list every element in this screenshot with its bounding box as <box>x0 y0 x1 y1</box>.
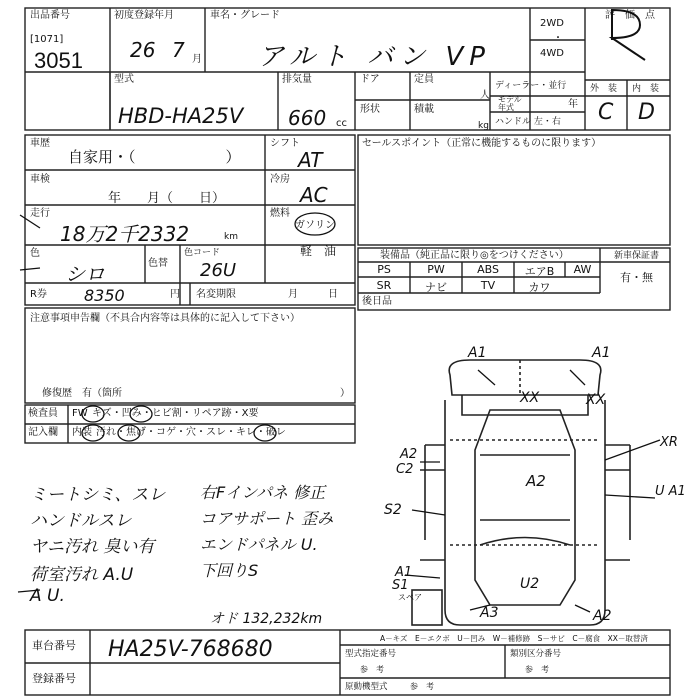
history-label: 車歴 <box>30 138 50 149</box>
drive-4wd: 4WD <box>540 48 564 59</box>
color-label: 色 <box>30 248 40 259</box>
inspection-label: 車検 <box>30 174 50 185</box>
shift-value: AT <box>298 148 323 172</box>
equip-leather: カワ <box>528 281 551 294</box>
damage-legend: A－キズ E－エクボ U－凹み W－補修跡 S－サビ C－腐食 XX－取替済 <box>380 634 648 643</box>
chassis-value: HA25V-768680 <box>108 637 273 662</box>
load-unit: kg <box>478 121 489 131</box>
ac-value: AC <box>300 183 328 207</box>
mark-s2-left: S2 <box>384 502 402 518</box>
score-label: 評 価 点 <box>605 10 655 21</box>
inspector-label2: 記入欄 <box>28 427 58 438</box>
cc-value: 660 <box>288 106 327 130</box>
exterior-label: 外 装 <box>590 84 618 94</box>
mark-a1-rear-left: A1 <box>395 565 413 580</box>
first-reg-month-unit: 月 <box>192 54 202 65</box>
inspection-value: 年 月（ 日） <box>108 191 226 206</box>
equip-aw: AW <box>573 263 592 276</box>
renewal-label: 名変期限 <box>196 289 236 300</box>
comment-right-1: 右Fインパネ 修正 <box>200 483 326 502</box>
mark-xr-right: XR <box>660 435 678 450</box>
equip-airbag: エアB <box>524 265 555 278</box>
mark-fender-xx: XX <box>586 392 606 408</box>
equip-abs: ABS <box>477 263 499 276</box>
model-year-label: モデル 年式 <box>498 95 522 112</box>
r-ticket-value: 8350 <box>84 286 125 305</box>
equip-ps: PS <box>377 263 391 276</box>
shape-label: 形状 <box>360 104 380 115</box>
fuel-light: 軽 油 <box>300 244 337 258</box>
renewal-value: 月 日 <box>288 289 338 300</box>
mark-roof-a2: A2 <box>526 472 546 490</box>
model-year-unit: 年 <box>568 99 578 110</box>
cc-label: 排気量 <box>282 74 312 85</box>
equipment-title: 装備品（純正品に限り◎をつけください） <box>380 250 569 261</box>
capacity-unit: 人 <box>480 90 490 101</box>
color-change-label: 色替 <box>148 258 168 269</box>
drive-dot: ・ <box>553 33 563 44</box>
repair-label: 修復歴 有（箇所 <box>42 388 122 399</box>
mark-a2-rear-right: A2 <box>593 608 612 624</box>
comment-left-4: 荷室汚れ A.U <box>30 565 134 585</box>
mark-front-right: A1 <box>592 345 611 361</box>
mileage-value: 18万2千2332 <box>60 222 190 246</box>
fuel-gas: ガソリン <box>295 220 335 231</box>
mileage-note: オド 132,232km <box>210 611 323 627</box>
mark-hood-xx: XX <box>520 390 540 406</box>
comment-left-5: A U. <box>30 586 65 606</box>
comment-left-2: ハンドルスレ <box>30 511 132 531</box>
lot-label: 出品番号 <box>30 10 70 21</box>
handle-label: ハンドル 左・右 <box>495 117 561 127</box>
capacity-label: 定員 <box>414 74 434 85</box>
inspector-interior-items: 汚れ・焦げ・コゲ・穴・スレ・キレ・破レ <box>96 427 286 438</box>
spare-label: スペア <box>398 593 422 602</box>
mark-a3-rear: A3 <box>480 605 499 621</box>
lot-number: 3051 <box>34 48 83 73</box>
comment-left-3: ヤニ汚れ 臭い有 <box>30 537 155 557</box>
exterior-grade: C <box>598 100 614 125</box>
r-ticket-label: R券 <box>30 289 47 300</box>
sales-point-label: セールスポイント（正常に機能するものに限ります） <box>362 138 602 149</box>
comment-right-3: エンドパネル U. <box>200 535 318 554</box>
shift-label: シフト <box>270 138 300 149</box>
mileage-label: 走行 <box>30 208 50 219</box>
fw-label: FW <box>72 408 88 419</box>
interior-label: 内 装 <box>632 84 660 94</box>
inspector-label1: 検査員 <box>28 408 58 419</box>
lot-sub: [1071] <box>30 34 64 45</box>
first-reg-label: 初度登録年月 <box>114 10 174 21</box>
mark-front-left: A1 <box>468 345 487 361</box>
warranty-value: 有・無 <box>620 271 653 284</box>
notes-label: 注意事項申告欄（不具合内容等は具体的に記入して下さい） <box>30 313 300 324</box>
reg-label: 登録番号 <box>32 672 76 685</box>
mark-c2-left: C2 <box>396 462 414 477</box>
repair-close: ） <box>340 388 350 399</box>
mark-u2-rear: U2 <box>520 576 540 592</box>
model-value: HBD-HA25V <box>118 104 244 128</box>
color-value: シロ <box>65 262 105 286</box>
first-reg-year: 26 <box>130 38 156 62</box>
car-name: アルト バン VP <box>258 42 491 72</box>
mileage-unit: km <box>224 232 238 242</box>
door-label: ドア <box>360 74 380 85</box>
eng-cert-label: 原動機型式 <box>345 682 388 692</box>
warranty-label: 新車保証書 <box>614 251 660 261</box>
type-cert-label: 型式指定番号 <box>345 649 397 659</box>
color-code-label: 色コード <box>184 248 221 258</box>
cc-unit: cc <box>336 118 347 129</box>
comment-right-4: 下回りS <box>200 561 259 580</box>
model-label: 型式 <box>114 74 134 85</box>
comment-left-1: ミートシミ、スレ <box>30 485 166 505</box>
fuel-label: 燃料 <box>270 208 290 219</box>
chassis-label: 車台番号 <box>32 639 76 652</box>
ac-label: 冷房 <box>270 174 290 185</box>
load-label: 積載 <box>414 104 434 115</box>
class-label: 類別区分番号 <box>510 649 562 659</box>
equip-pw: PW <box>427 263 445 276</box>
equip-tv: TV <box>480 279 496 292</box>
equip-sr: SR <box>376 279 392 292</box>
mark-a2-left: A2 <box>400 447 418 462</box>
drive-2wd: 2WD <box>540 18 564 29</box>
equip-navi: ナビ <box>425 281 447 294</box>
r-ticket-unit: 円 <box>170 289 180 300</box>
type-cert-sub: 参 考 <box>360 665 384 674</box>
class-sub: 参 考 <box>525 665 549 674</box>
inspector-interior-label: 内装 <box>72 427 92 438</box>
interior-grade: D <box>638 100 655 125</box>
car-label: 車名・グレード <box>210 10 280 21</box>
mark-u-a1-right: U A1 <box>655 484 686 499</box>
mark-s1-rear-left: S1 <box>392 578 409 593</box>
comment-right-2: コアサポート 歪み <box>200 509 334 528</box>
fw-items: キズ・凹み・ヒビ割・リペア跡・X要 <box>92 408 259 419</box>
rear-seat-label: 後日品 <box>362 296 392 307</box>
eng-cert-sub: 参 考 <box>410 682 434 691</box>
history-value: 自家用・（ ） <box>68 148 241 166</box>
dealer-label: ディーラー・並行 <box>495 81 567 91</box>
first-reg-month: 7 <box>172 38 185 62</box>
color-code-value: 26U <box>200 260 237 281</box>
